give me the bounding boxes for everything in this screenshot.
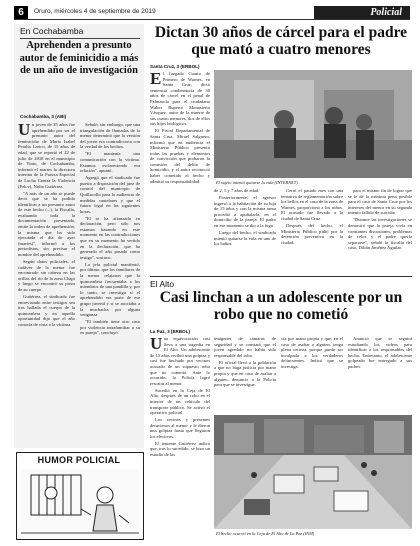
dropcap: U (18, 122, 31, 139)
left-body-col1 (18, 122, 75, 444)
story2-col4 (348, 336, 412, 412)
paragraph: cia por mano propia y que, en el caso de asaltar a alguien, tenga plena certeza, porque puede ser inculpado a los verdaderos delincuentes. Indicó que se investiga. (281, 336, 343, 369)
paragraph: na equivocación casi lleva a una tragedia en El Alto. Un adolescente de 15 años recibió una golpiza y casi fue linchado por vecinos acusado de un supuesto robo que no cometió. Ante lo ocurrido, la Policía logró rescatar al menor. (150, 336, 210, 386)
paragraph: "A más de un año se puede decir que se ha podido identificar a un presunto autor de este hecho (...), la Fiscalía, evaluando toda la documentación presentada, emite la orden de aprehensión, la misma que ha sido ejecutada el día de ayer (martes)", informó a los periodistas, sin precisar el nombre del aprehendido. (18, 190, 75, 258)
story1-byline: Santa Cruz, 3 (ERBOL) (150, 64, 200, 69)
story2-col1 (150, 336, 210, 538)
brand-banner (314, 6, 410, 19)
page-header (14, 6, 410, 20)
brand-name: Policial (370, 7, 402, 18)
story2-photo (214, 415, 412, 529)
paragraph: Agregó que el sindicado fue puesto a disposición del juez de control del municipio de Quillacollo para la audiencia de medidas cautelares y que el futuro legal en las siguientes horas. (80, 175, 140, 214)
paragraph: de 2, 5 y 7 años de edad. (214, 188, 260, 193)
story1-caption: El sujeto intentó quitarse la vida (INTERNET) (216, 180, 298, 185)
story1-col4 (348, 188, 412, 274)
paragraph: imágenes de cámaras de seguridad y se constató que el joven agredido no había sido responsable del robo. (214, 336, 276, 358)
paragraph: Después del hecho, el Ministerio Público pidió por la detención preventiva en la ciudad. (281, 222, 343, 245)
paragraph: Sucedió en la Ceja de El Alto, después de un robo en el interior de un vehículo del transporte público. Se activó el operativo policial. (150, 387, 210, 416)
story1-photo (214, 70, 412, 178)
paragraph: El oficial llevó a la población a que no haga justicia por mano propia y que en caso de asaltar a alguien, denuncie a la Policía para que se investigue. (214, 359, 276, 388)
paragraph: Anunció que se seguirá estudiando los videos para identificar a los responsables del hecho. Entretanto, el adolescente golpeado fue entregado a sus padres. (348, 336, 412, 369)
story1-col3 (281, 188, 343, 274)
paragraph: Gutiérrez, el sindicado fue entrevistado entre testigos sea tras hallada el cuerpo de la quinceañera y en aquella oportunidad dijo que el año conocía de vista a la víctima. (18, 293, 75, 327)
paragraph: Cerró el pasado mes con una tentativa de reglamentación sobre los bellos en el caso de la zona de Warnes, proporcionó a los niños. El acusado fue llevado a la ciudad de Santa Cruz. (281, 188, 343, 221)
paragraph: El Fiscal Departamental de Santa Cruz, Mirael Salguero, informó que en audiencia el Ministerio Público presentó todas las pruebas y elementos de convicción que probaron la comisión del delito de homicidio, y el autor reconoció haber cometido el hecho y admitió su responsabilidad. (150, 128, 210, 184)
story2 (150, 279, 412, 541)
story1-headline: Dictan 30 años de cárcel para el padre que mató a cuatro menores (154, 24, 408, 58)
story-divider (150, 276, 412, 277)
story2-section: El Alto (150, 279, 175, 289)
story2-headline: Casi linchan a un adolescente por un robo que no cometió (159, 289, 403, 323)
paragraph: Señaló, sin embargo, que una triangulación de llamadas de la menor determinó que la versión del joven era contradictoria con la verdad de los hechos. (80, 122, 140, 150)
paragraph: Posteriormente, el agresor ingresó a la habitación de su hija de 15 años y con la misma arma procedió a apuñalarla, en el domicilio de la pareja. El padre en ese momento se dio a la fuga. (214, 194, 276, 228)
paragraph: "El mantenía una comunicación con la víctima. Estamos esclareciendo esa relación", apuntó. (80, 151, 140, 174)
section-label: En Cochabamba (20, 26, 140, 39)
left-headline: Aprehenden a presunto autor de feminicidio a más de un año de investigación (19, 40, 139, 77)
paragraph: Luego del hecho, el sindicado intentó quitarse la vida en uno de los baños. (214, 229, 276, 247)
story1 (150, 24, 412, 274)
humor-cartoon (21, 469, 139, 537)
paragraph: El teniente Gutiérrez indicó que, tras lo sucedido, se hizo un estudio de las (150, 440, 210, 458)
paragraph: La jefa policial manifestó, por último, que los familiares de la menor relataron que la quinceañera frecuentaba a los miembros de una pandilla y, por lo tanto, se investiga si el aprehendido era parte de ese grupo juvenil y si se asociaba a la muchacha por alguna venganza. (80, 261, 140, 318)
paragraph: para el mismo fin de lograr que se le dé la máxima pena posible para el caso de Santa Cruz por los intereses del menor en su segunda intento fallido de suicidio. (348, 188, 412, 216)
photo-image (214, 70, 412, 178)
humor-box (16, 452, 144, 540)
humor-title: HUMOR POLICIAL (37, 455, 121, 465)
story1-col1 (150, 71, 210, 271)
paragraph: l Juzgado Cuarto de Primero de Warnes, en Santa Cruz, dictó sentencia condenatoria de 30 años de cárcel en el penal de Palmasola para el ciudadano Walter Ruperto Monasterio Vásquez, autor de la muerte de sus cuatro menores, dos de ellos sus hijos biológicos. (150, 71, 210, 127)
paragraph: "El también tiene otro caso por violencia intrafamiliar a su ex pareja", concluyó. (80, 319, 140, 336)
paragraph: "El se ha afianzado en declaración, pero sólo nos estamos basando en este momento en las contradicciones que en su momento ha vertido en la declaración, que ha generado el año pasado como testigo", sostuvo. (80, 215, 140, 260)
left-body-col2 (80, 122, 140, 444)
page-number: 6 (14, 6, 28, 19)
paragraph: n joven de 35 años fue aprehendido por ser el presunto autor del feminicidio de María Isabel Peralta Larico, de 15 años de edad, que se reportó el 22 de julio de 2018 en el municipio de Vinto, de Cochabamba, informó el martes la directora interina de la Fuerza Especial de Lucha Contra la Violencia (Felcv), Nidia Gutiérrez. (18, 122, 75, 189)
paragraph: "Durante las investigaciones se demostró que la pareja vivía en constantes discusiones, problemas de celos y el padre quería separarse", señaló la fiscalía del caso, Dilián Jiménez Aguilar. (348, 217, 412, 251)
paragraph: Según datos policiales, el cadáver de la menor fue encontrado sin cabeza en las orillas del río de la zona Chapi y luego se encontró su pieza de su cuerpo. (18, 259, 75, 292)
dateline: Oruro, miércoles 4 de septiembre de 2019 (34, 8, 156, 15)
dropcap: U (150, 336, 163, 353)
story2-col3 (281, 336, 343, 412)
story2-caption: El hecho ocurrió en la Ceja de El Alto de La Paz (INM) (216, 531, 315, 536)
paragraph: Los vecinos y presentes detuvieron al menor y le dieron una golpiza hasta que llegaron los efectivos. (150, 417, 210, 439)
dropcap: E (150, 71, 162, 88)
story2-byline: La Paz, 3 (ERBOL) (150, 329, 191, 334)
left-story (14, 24, 144, 448)
left-byline: Cochabamba, 3 (ABI) (20, 114, 67, 119)
story2-col2 (214, 336, 276, 412)
story1-col2 (214, 188, 276, 274)
photo-image (214, 415, 412, 529)
